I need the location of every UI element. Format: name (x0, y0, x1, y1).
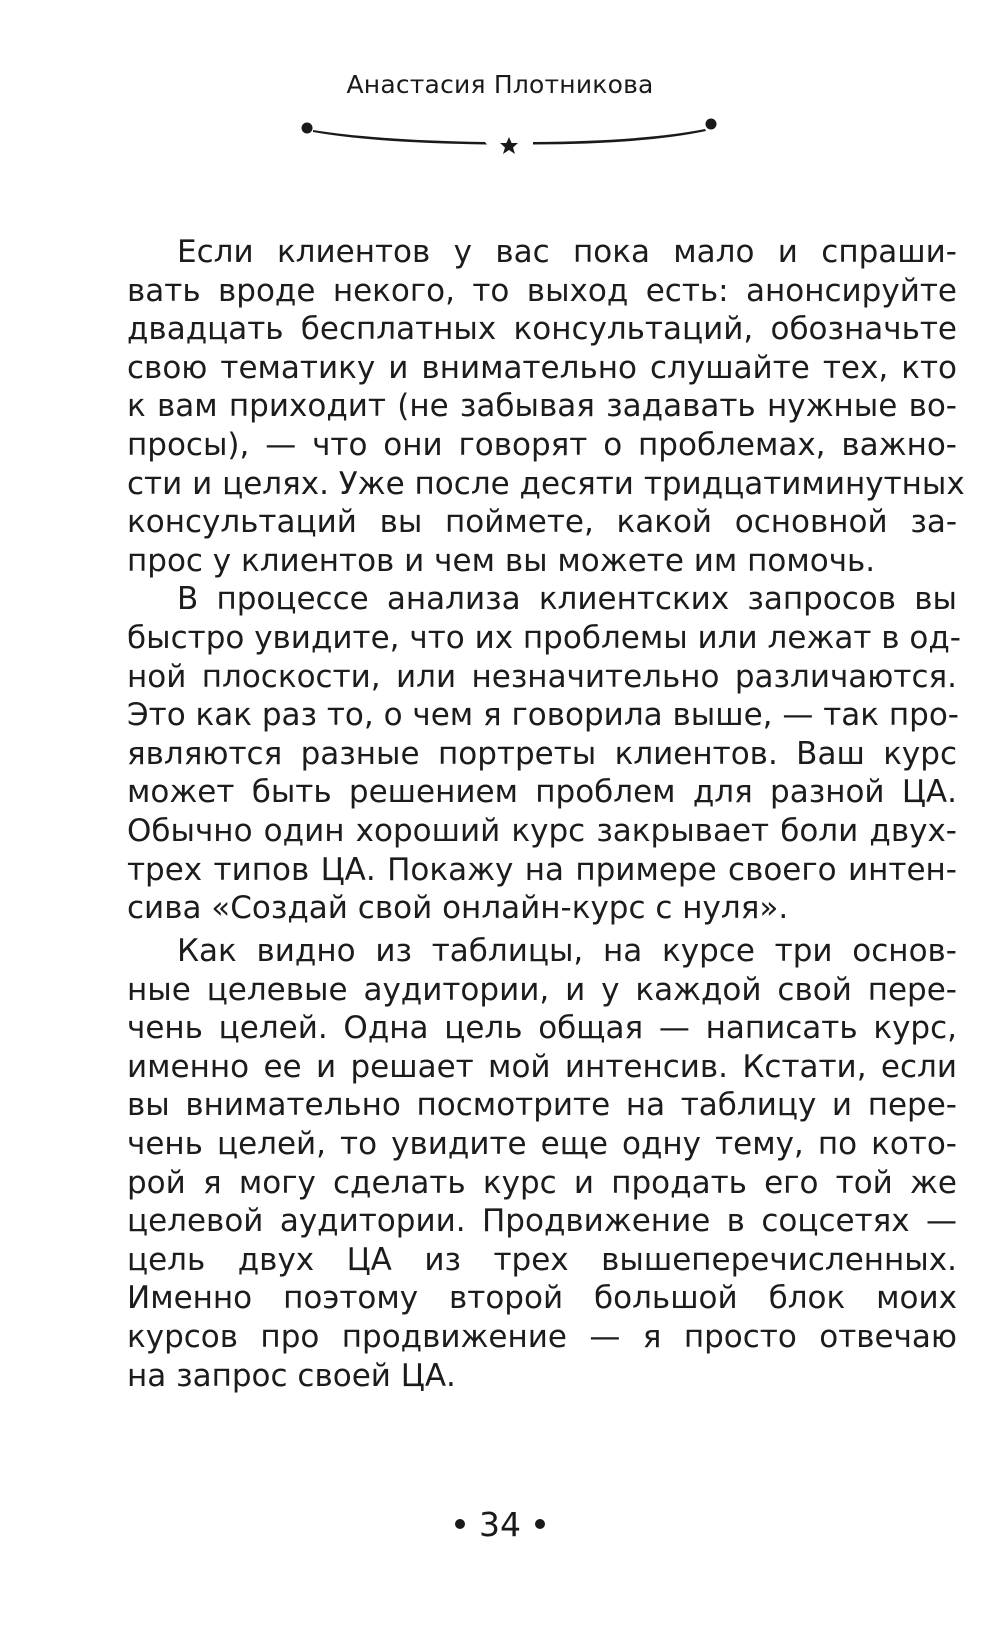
bullet-icon (455, 1519, 465, 1529)
text-line: именно ее и решает мой интенсив. Кстати, если (127, 1048, 957, 1085)
text-line: Если клиентов у вас пока мало и спраши- (177, 234, 957, 270)
text-line: чень целей. Одна цель общая — написать курс, (127, 1010, 957, 1047)
text-line: ной плоскости, или незначительно различаются. (127, 658, 957, 695)
text-line: на запрос своей ЦА. (127, 1357, 456, 1394)
ornament-swash-right (533, 129, 706, 145)
text-line: трех типов ЦА. Покажу на примере своего интен- (127, 851, 957, 888)
running-header (0, 70, 1000, 99)
main-text-part-2 (127, 932, 957, 1395)
text-line: вы внимательно посмотрите на таблицу и пере- (127, 1087, 957, 1124)
bullet-icon (535, 1519, 545, 1529)
author-name: Анастасия Плотникова (346, 70, 654, 99)
text-line: Это как раз то, о чем я говорила выше, — так про- (127, 697, 959, 734)
text-line: сти и целях. Уже после десяти тридцатиминутных (127, 465, 965, 502)
text-line: являются разные портреты клиентов. Ваш курс (127, 735, 957, 772)
text-line: Обычно один хороший курс закрывает боли двух- (127, 812, 957, 849)
text-line: консультаций вы поймете, какой основной за- (127, 504, 957, 541)
text-line: свою тематику и внимательно слушайте тех, кто (127, 349, 957, 386)
page-footer (0, 1505, 1000, 1544)
text-line: может быть решением проблем для разной ЦА. (127, 774, 957, 811)
text-line: рой я могу сделать курс и продать его той же (127, 1164, 957, 1201)
paragraph (127, 580, 961, 927)
text-line: двадцать бесплатных консультаций, обозначьте (127, 311, 957, 348)
header-ornament (295, 110, 750, 160)
text-line: просы), — что они говорят о проблемах, важно- (127, 426, 957, 463)
text-line: Именно поэтому второй большой блок моих (127, 1280, 957, 1317)
text-line: Как видно из таблицы, на курсе три основ- (177, 933, 957, 969)
text-line: В процессе анализа клиентских запросов вы (177, 581, 957, 618)
text-line: вать вроде некого, то выход есть: анонсируйте (127, 272, 957, 309)
ornament-dot-right (706, 119, 717, 130)
text-line: прос у клиентов и чем вы можете им помочь. (127, 542, 876, 579)
text-line: цель двух ЦА из трех вышеперечисленных. (127, 1241, 957, 1278)
star-icon (500, 137, 518, 154)
text-line: курсов про продвижение — я просто отвечаю (127, 1318, 957, 1355)
page-number: 34 (479, 1505, 521, 1544)
text-line: ные целевые аудитории, и у каждой свой пере- (127, 971, 957, 1008)
main-text-part-1 (127, 233, 965, 928)
text-line: чень целей, то увидите еще одну тему, по кото- (127, 1125, 957, 1162)
ornament-swash-left (313, 130, 487, 145)
ornament-dot-left (302, 123, 313, 134)
paragraph (127, 233, 965, 580)
text-line: к вам приходит (не забывая задавать нужные во- (127, 388, 957, 425)
text-line: быстро увидите, что их проблемы или лежат в од- (127, 619, 961, 656)
paragraph (127, 932, 957, 1395)
text-line: сива «Создай свой онлайн-курс с нуля». (127, 890, 789, 927)
text-line: целевой аудитории. Продвижение в соцсетях — (127, 1203, 957, 1240)
